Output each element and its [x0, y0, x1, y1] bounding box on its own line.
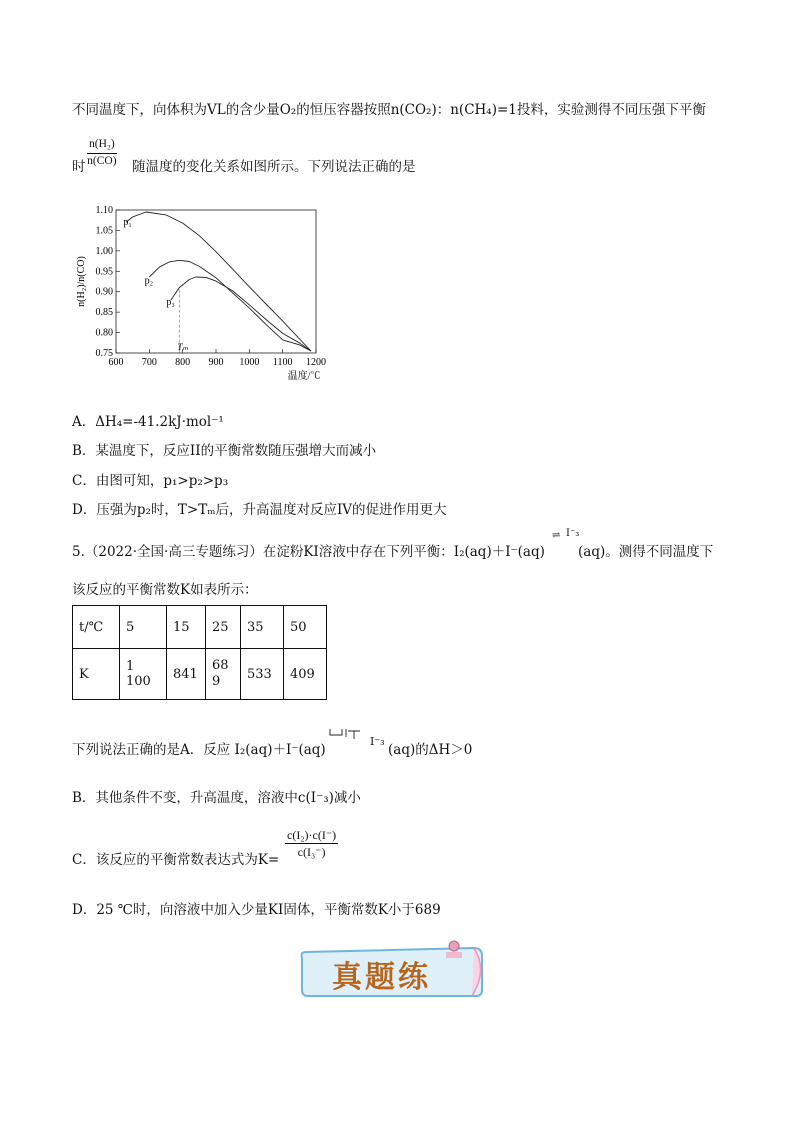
- q4-option-a: A．ΔH₄=-41.2kJ·mol⁻¹: [72, 414, 224, 430]
- tm-annotation: Tₘ: [177, 342, 188, 352]
- fraction-numerator: c(I₂)·c(I⁻): [287, 828, 337, 842]
- table-cell: 1 100: [120, 649, 167, 700]
- x-tick-label: 600: [108, 357, 124, 368]
- triiodide-species: I⁻₃: [370, 735, 385, 748]
- y-tick-label: 1.10: [95, 205, 113, 216]
- ratio-fraction: [87, 139, 117, 167]
- table-cell: 533: [241, 649, 284, 700]
- table-row: [73, 649, 327, 700]
- y-tick-label: 0.85: [95, 307, 113, 319]
- y-axis-label: n(H₂)/n(CO): [76, 256, 87, 307]
- fraction-denominator: c(I₃⁻): [297, 845, 326, 859]
- q5-option-a-pre: 下列说法正确的是A．反应 I₂(aq)＋I⁻(aq): [72, 742, 326, 758]
- table-cell: 25: [206, 606, 241, 649]
- x-tick-label: 800: [175, 357, 191, 368]
- series-label: p₃: [166, 296, 175, 308]
- equilibrium-constant-table: [72, 605, 327, 700]
- table-row: [73, 606, 327, 649]
- fraction-denominator: n(CO): [87, 154, 117, 167]
- x-tick-label: 1000: [239, 357, 260, 368]
- table-cell: t/℃: [73, 606, 120, 649]
- x-tick-label: 900: [208, 357, 224, 368]
- triiodide-species: I⁻₃: [566, 528, 580, 539]
- x-axis-label: 温度/℃: [287, 371, 321, 382]
- table-cell: 841: [167, 649, 206, 700]
- x-tick-label: 1100: [272, 357, 293, 368]
- q5-stem-pre: 5.（2022·全国·高三专题练习）在淀粉KI溶液中存在下列平衡：I₂(aq)＋I⁻(aq): [72, 544, 545, 560]
- reversible-arrow-icon: [328, 726, 362, 740]
- intro-line-2-post: 随温度的变化关系如图所示。下列说法正确的是: [132, 159, 416, 175]
- y-tick-label: 0.95: [95, 266, 113, 278]
- series-label: p₂: [144, 275, 154, 287]
- intro-line-2-pre: 时: [72, 159, 86, 175]
- table-cell: K: [73, 649, 120, 700]
- table-cell: 5: [120, 606, 167, 649]
- section-banner: [296, 940, 488, 1000]
- equilibrium-arrow-glyph: [328, 726, 362, 740]
- x-tick-label: 700: [141, 357, 157, 368]
- y-tick-label: 1.05: [95, 225, 113, 237]
- table-cell: 689: [206, 649, 241, 700]
- fraction-numerator: n(H₂): [87, 139, 117, 154]
- q4-option-b: B．某温度下，反应II的平衡常数随压强增大而减小: [72, 443, 377, 459]
- k-expression-fraction: [285, 829, 338, 858]
- q5-option-d: D．25 ℃时，向溶液中加入少量KI固体，平衡常数K小于689: [72, 902, 441, 918]
- y-tick-label: 0.80: [95, 327, 113, 339]
- x-tick-label: 1200: [306, 357, 326, 368]
- equilibrium-arrow: ⇌: [552, 530, 561, 541]
- q5-stem-post: (aq)。测得不同温度下: [578, 544, 714, 560]
- intro-line-1: 不同温度下，向体积为VL的含少量O₂的恒压容器按照n(CO₂)：n(CH₄)=1投料，实验测得不同压强下平衡: [72, 102, 706, 118]
- table-cell: 409: [284, 649, 327, 700]
- y-tick-label: 0.90: [95, 286, 113, 298]
- q5-option-a-post: (aq)的ΔH＞0: [388, 742, 473, 758]
- table-cell: 50: [284, 606, 327, 649]
- y-tick-label: 0.75: [95, 348, 113, 359]
- q4-option-d: D．压强为p₂时，T>Tₘ后，升高温度对反应IV的促进作用更大: [72, 502, 447, 518]
- banner-title: 真题练: [332, 960, 431, 995]
- table-cell: 35: [241, 606, 284, 649]
- equilibrium-ratio-chart: [70, 200, 330, 395]
- q5-option-c-pre: C．该反应的平衡常数表达式为K=: [72, 852, 280, 868]
- q5-option-b: B．其他条件不变，升高温度，溶液中c(I⁻₃)减小: [72, 790, 361, 806]
- series-label: p₁: [123, 217, 132, 229]
- table-cell: 15: [167, 606, 206, 649]
- q4-option-c: C．由图可知，p₁>p₂>p₃: [72, 473, 229, 489]
- series-line-3: [171, 277, 311, 351]
- q5-stem-line-2: 该反应的平衡常数K如表所示：: [72, 582, 258, 598]
- y-tick-label: 1.00: [95, 245, 113, 257]
- series-line-1: [126, 212, 311, 351]
